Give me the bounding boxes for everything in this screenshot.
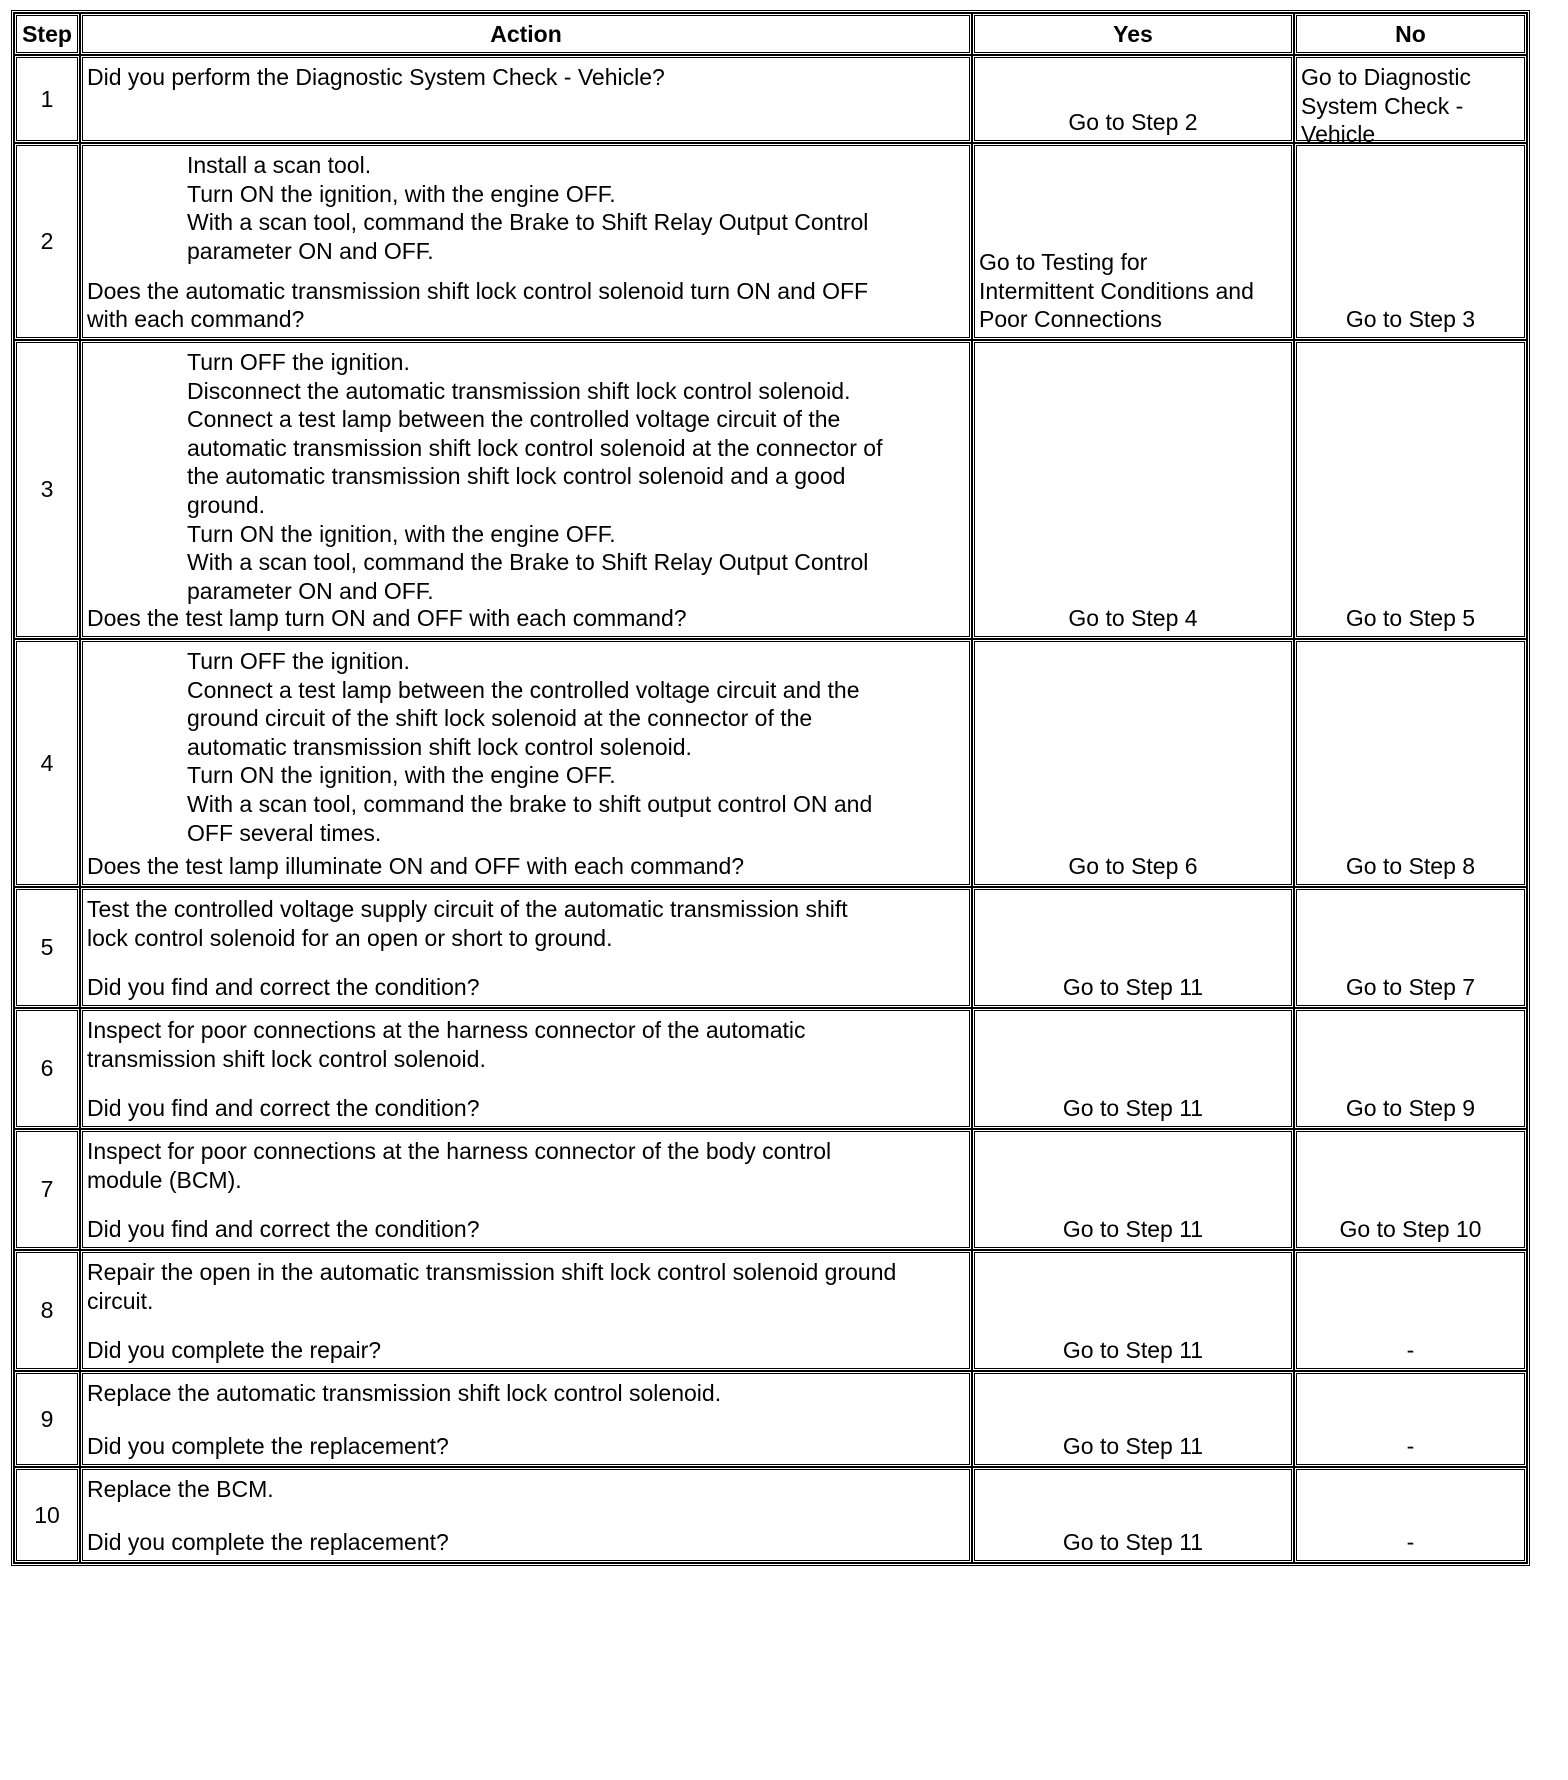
no-answer xyxy=(1301,1528,1520,1557)
action-text-line: Inspect for poor connections at the harness connector of the body control xyxy=(87,1138,832,1164)
action-question xyxy=(87,277,965,334)
no-answer xyxy=(1301,1094,1520,1123)
no-answer-line: Go to Step 5 xyxy=(1345,605,1476,632)
no-answer-line: Go to Diagnostic xyxy=(1301,64,1472,90)
step-number xyxy=(14,1008,80,1129)
action-text-line: module (BCM). xyxy=(87,1166,242,1193)
no-answer xyxy=(1297,58,1524,149)
step-number xyxy=(14,639,80,887)
table-row xyxy=(14,1467,1527,1563)
action-question xyxy=(87,1094,965,1123)
procedure-step-line: Turn ON the ignition, with the engine OFF. xyxy=(187,762,616,789)
procedure-step-line: OFF several times. xyxy=(187,819,382,846)
yes-answer xyxy=(979,108,1287,137)
header-step: Step xyxy=(14,13,80,55)
yes-answer xyxy=(979,1094,1287,1123)
no-answer xyxy=(1301,305,1520,334)
no-cell xyxy=(1294,143,1527,340)
yes-cell xyxy=(972,887,1294,1008)
yes-answer-line: Intermittent Conditions and xyxy=(979,277,1254,304)
no-cell xyxy=(1294,1129,1527,1250)
header-yes: Yes xyxy=(972,13,1294,55)
action-cell xyxy=(80,887,972,1008)
action-question xyxy=(87,973,965,1002)
step-number-text: 1 xyxy=(40,85,54,112)
yes-cell xyxy=(972,639,1294,887)
step-number-text: 2 xyxy=(40,228,54,254)
yes-cell xyxy=(972,1129,1294,1250)
question-line: Did you complete the repair? xyxy=(87,1337,382,1364)
yes-cell xyxy=(972,1371,1294,1467)
procedure-step-line: With a scan tool, command the Brake to Shift Relay Output Control xyxy=(187,549,869,576)
yes-answer xyxy=(979,1215,1287,1244)
no-cell xyxy=(1294,1371,1527,1467)
action-cell xyxy=(80,143,972,340)
step-number xyxy=(14,143,80,340)
procedure-step-line: parameter ON and OFF. xyxy=(187,237,434,264)
header-row xyxy=(14,13,1527,55)
action-text-line: Did you perform the Diagnostic System Check - Vehicle? xyxy=(87,64,665,90)
question-line: Did you complete the replacement? xyxy=(87,1433,449,1460)
no-cell xyxy=(1294,55,1527,148)
no-answer-line: Go to Step 7 xyxy=(1345,974,1476,1001)
procedure-step-line: automatic transmission shift lock control solenoid at the connector of xyxy=(187,434,883,461)
action-text-line: transmission shift lock control solenoid. xyxy=(87,1045,486,1072)
procedure-step-line: With a scan tool, command the Brake to Shift Relay Output Control xyxy=(187,209,869,236)
yes-answer-line: Go to Step 11 xyxy=(1062,1216,1204,1243)
yes-answer-line: Go to Step 4 xyxy=(1068,605,1198,632)
procedure-step-line: ground circuit of the shift lock solenoid at the connector of the xyxy=(187,705,813,732)
action-cell xyxy=(80,340,972,639)
action-text-line: circuit. xyxy=(87,1287,154,1314)
action-text-line: Test the controlled voltage supply circuit of the automatic transmission shift xyxy=(87,896,848,922)
yes-answer xyxy=(979,852,1287,881)
no-cell xyxy=(1294,1008,1527,1129)
action-text-line: lock control solenoid for an open or short to ground. xyxy=(87,924,613,951)
question-line: with each command? xyxy=(87,306,305,333)
table-row xyxy=(14,1129,1527,1250)
table-row xyxy=(14,887,1527,1008)
no-answer-line: - xyxy=(1406,1433,1415,1460)
no-answer-line: Go to Step 8 xyxy=(1345,853,1476,880)
action-question xyxy=(87,1432,965,1461)
procedure-step-line: parameter ON and OFF. xyxy=(187,577,434,604)
yes-answer xyxy=(979,248,1287,334)
yes-answer-line: Go to Step 11 xyxy=(1062,1433,1204,1460)
no-answer-line: Go to Step 10 xyxy=(1339,1216,1482,1243)
header-no: No xyxy=(1294,13,1527,55)
table-row xyxy=(14,1371,1527,1467)
procedure-step-line: Connect a test lamp between the controlled voltage circuit and the xyxy=(187,676,860,703)
no-answer xyxy=(1301,604,1520,633)
table-row xyxy=(14,1008,1527,1129)
action-cell xyxy=(80,1371,972,1467)
action-text-line: Replace the BCM. xyxy=(87,1476,274,1502)
no-answer-line: - xyxy=(1406,1529,1415,1556)
yes-answer-line: Go to Step 6 xyxy=(1068,853,1198,880)
yes-answer-line: Go to Testing for xyxy=(979,249,1148,276)
yes-cell xyxy=(972,1250,1294,1371)
procedure-step-line: Turn OFF the ignition. xyxy=(187,648,410,674)
step-number-text: 10 xyxy=(34,1501,60,1528)
action-question xyxy=(87,1336,965,1365)
step-number-text: 3 xyxy=(40,476,54,502)
no-cell xyxy=(1294,1250,1527,1371)
yes-answer-line: Go to Step 2 xyxy=(1068,109,1198,136)
procedure-step-line: ground. xyxy=(187,491,266,518)
yes-answer xyxy=(979,973,1287,1002)
no-answer-line: - xyxy=(1406,1337,1415,1364)
action-cell xyxy=(80,639,972,887)
action-text-line: Inspect for poor connections at the harness connector of the automatic xyxy=(87,1017,806,1043)
procedure-step-line: Turn ON the ignition, with the engine OFF. xyxy=(187,180,616,207)
question-line: Did you find and correct the condition? xyxy=(87,1216,480,1243)
step-number-text: 5 xyxy=(40,934,54,960)
no-cell xyxy=(1294,340,1527,639)
procedure-step-line: Turn ON the ignition, with the engine OFF. xyxy=(187,520,616,547)
action-question xyxy=(87,1528,965,1557)
step-number-text: 4 xyxy=(40,749,54,776)
step-number xyxy=(14,887,80,1008)
procedure-step-line: With a scan tool, command the brake to shift output control ON and xyxy=(187,790,873,817)
yes-cell xyxy=(972,143,1294,340)
procedure-step-line: Turn OFF the ignition. xyxy=(187,349,410,375)
step-number-text: 6 xyxy=(40,1055,54,1081)
action-text-line: Replace the automatic transmission shift lock control solenoid. xyxy=(87,1380,722,1406)
yes-answer-line: Go to Step 11 xyxy=(1062,974,1204,1001)
action-cell xyxy=(80,1467,972,1563)
action-question xyxy=(87,852,965,881)
no-answer-line: Vehicle xyxy=(1301,121,1376,148)
step-number xyxy=(14,1371,80,1467)
procedure-step-line: Connect a test lamp between the controlled voltage circuit of the xyxy=(187,406,841,433)
question-line: Did you find and correct the condition? xyxy=(87,974,480,1001)
step-number xyxy=(14,340,80,639)
table-row xyxy=(14,55,1527,143)
step-number xyxy=(14,55,80,143)
no-answer xyxy=(1301,973,1520,1002)
action-question xyxy=(87,1215,965,1244)
table-row xyxy=(14,639,1527,887)
yes-cell xyxy=(972,1008,1294,1129)
procedure-step-line: Install a scan tool. xyxy=(187,152,372,178)
step-number xyxy=(14,1467,80,1563)
procedure-step-line: automatic transmission shift lock control solenoid. xyxy=(187,733,692,760)
no-answer xyxy=(1301,1215,1520,1244)
no-answer-line: Go to Step 3 xyxy=(1345,306,1476,333)
header-action: Action xyxy=(80,13,972,55)
action-question xyxy=(87,604,965,633)
question-line: Did you complete the replacement? xyxy=(87,1529,449,1556)
yes-answer xyxy=(979,1432,1287,1461)
yes-answer-line: Go to Step 11 xyxy=(1062,1337,1204,1364)
action-cell xyxy=(80,1250,972,1371)
yes-cell xyxy=(972,1467,1294,1563)
yes-answer-line: Go to Step 11 xyxy=(1062,1095,1204,1122)
no-cell xyxy=(1294,887,1527,1008)
step-number-text: 9 xyxy=(40,1405,54,1432)
no-answer xyxy=(1301,1432,1520,1461)
step-number xyxy=(14,1129,80,1250)
no-cell xyxy=(1294,639,1527,887)
step-number-text: 8 xyxy=(40,1297,54,1323)
question-line: Did you find and correct the condition? xyxy=(87,1095,480,1122)
table-body xyxy=(14,55,1527,1563)
no-answer-line: Go to Step 9 xyxy=(1345,1095,1476,1122)
yes-answer-line: Poor Connections xyxy=(979,306,1162,333)
table-row xyxy=(14,340,1527,639)
yes-cell xyxy=(972,340,1294,639)
yes-answer xyxy=(979,604,1287,633)
procedure-step-line: Disconnect the automatic transmission shift lock control solenoid. xyxy=(187,377,851,404)
action-cell xyxy=(80,1008,972,1129)
yes-answer-line: Go to Step 11 xyxy=(1062,1529,1204,1556)
yes-cell xyxy=(972,55,1294,143)
no-cell xyxy=(1294,1467,1527,1563)
no-answer xyxy=(1301,1336,1520,1365)
question-line: Does the automatic transmission shift lock control solenoid turn ON and OFF xyxy=(87,277,869,304)
table-row xyxy=(14,1250,1527,1371)
action-text-line: Repair the open in the automatic transmission shift lock control solenoid ground xyxy=(87,1259,897,1285)
yes-answer xyxy=(979,1528,1287,1557)
step-number xyxy=(14,1250,80,1371)
action-cell xyxy=(80,55,972,143)
procedure-step-line: the automatic transmission shift lock control solenoid and a good xyxy=(187,463,846,490)
step-number-text: 7 xyxy=(40,1176,54,1202)
yes-answer xyxy=(979,1336,1287,1365)
question-line: Does the test lamp illuminate ON and OFF with each command? xyxy=(87,853,745,880)
action-cell xyxy=(80,1129,972,1250)
no-answer-line: System Check - xyxy=(1301,92,1464,119)
no-answer xyxy=(1301,852,1520,881)
table-row xyxy=(14,143,1527,340)
diagnostic-table xyxy=(11,10,1530,1566)
question-line: Does the test lamp turn ON and OFF with each command? xyxy=(87,605,687,632)
